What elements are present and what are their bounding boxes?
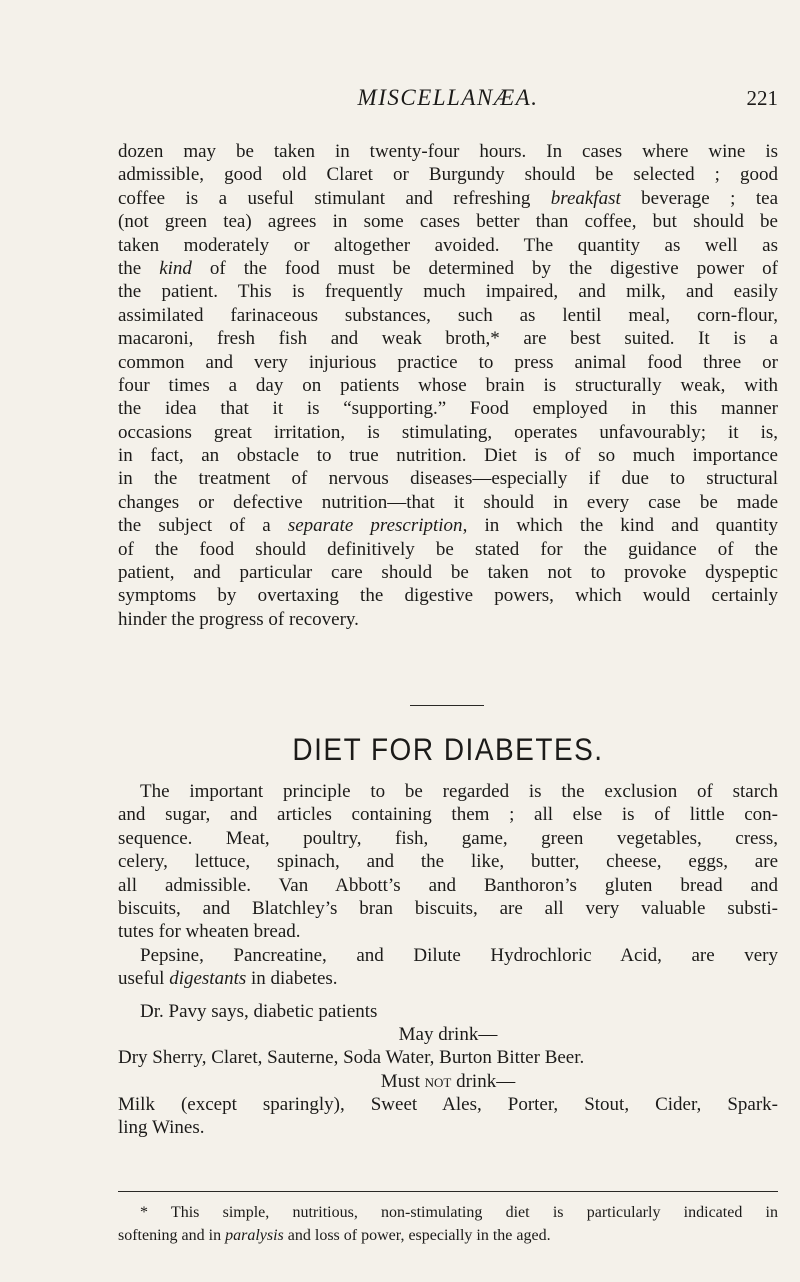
text-line: occasions great irritation, is stimulating, operates unfavourably; it is, (118, 421, 778, 443)
text-line: Dr. Pavy says, diabetic patients (140, 1000, 378, 1022)
text-fragment: beverage ; tea (620, 187, 778, 209)
footnote (118, 1203, 778, 1250)
text-line (118, 514, 778, 537)
section-divider (410, 705, 484, 706)
emphasis-breakfast: breakfast (550, 187, 621, 209)
text-line: the idea that it is “supporting.” Food employed in this manner (118, 398, 778, 420)
text-line (118, 1070, 778, 1093)
footnote-line (118, 1226, 778, 1249)
diabetes-section-body (118, 780, 778, 1140)
text-line: sequence. Meat, poultry, fish, game, green vegetables, cress, (118, 827, 778, 849)
text-line: admissible, good old Claret or Burgundy should be selected ; good (118, 164, 778, 186)
emphasis-separate-prescription: separate prescription (287, 515, 463, 537)
text-fragment: drink— (451, 1070, 516, 1092)
text-line: biscuits, and Blatchley’s bran biscuits, are all very valuable substi- (118, 897, 778, 919)
text-line (118, 967, 778, 990)
text-line: four times a day on patients whose brain is structurally weak, with (118, 374, 778, 396)
text-line: Milk (except sparingly), Sweet Ales, Porter, Stout, Cider, Spark- (118, 1094, 778, 1116)
text-line: macaroni, fresh fish and weak broth,* are best suited. It is a (118, 328, 778, 350)
smallcaps-not: not (424, 1070, 452, 1092)
page-number: 221 (746, 86, 778, 110)
text-line: ling Wines. (118, 1117, 205, 1139)
text-fragment: softening and in (118, 1227, 226, 1245)
text-line: dozen may be taken in twenty-four hours. In cases where wine is (118, 141, 778, 162)
text-line (118, 257, 778, 280)
text-line: tutes for wheaten bread. (118, 921, 301, 943)
text-line: (not green tea) agrees in some cases better than coffee, but should be (118, 211, 778, 233)
text-line: patient, and particular care should be taken not to provoke dyspeptic (118, 562, 778, 584)
text-line: all admissible. Van Abbott’s and Banthoron’s gluten bread and (118, 874, 778, 896)
emphasis-digestants: digestants (169, 968, 247, 990)
running-title: MISCELLANÆA. (357, 85, 539, 110)
text-line: symptoms by overtaxing the digestive powers, which would certainly (118, 585, 778, 607)
text-line (118, 187, 778, 210)
text-line: changes or defective nutrition—that it should in every case be made (118, 491, 778, 513)
text-line: Dry Sherry, Claret, Sauterne, Soda Water, Burton Bitter Beer. (118, 1047, 585, 1069)
text-fragment: of the food must be determined by the digestive power of (191, 257, 778, 279)
text-fragment: Must (380, 1070, 425, 1092)
spacer (118, 991, 778, 1000)
text-line: of the food should definitively be stated for the guidance of the (118, 538, 778, 560)
text-fragment: the subject of a (118, 515, 288, 537)
text-line: Pepsine, Pancreatine, and Dilute Hydrochloric Acid, are very (140, 944, 778, 966)
paragraph-diet-general (118, 140, 778, 631)
text-line: the patient. This is frequently much impaired, and milk, and easily (118, 281, 778, 303)
text-line: and sugar, and articles containing them ; all else is of little con- (118, 804, 778, 826)
footnote-line: * This simple, nutritious, non-stimulating diet is particularly indicated in (140, 1204, 778, 1221)
text-line: common and very injurious practice to press animal food three or (118, 351, 778, 373)
text-line: in the treatment of nervous diseases—especially if due to structural (118, 468, 778, 490)
text-line: The important principle to be regarded is the exclusion of starch (140, 781, 778, 802)
text-fragment: , in which the kind and quantity (462, 515, 778, 537)
text-line: assimilated farinaceous substances, such as lentil meal, corn-flour, (118, 304, 778, 326)
text-fragment: coffee is a useful stimulant and refreshing (118, 187, 551, 209)
text-line: taken moderately or altogether avoided. The quantity as well as (118, 234, 778, 256)
text-line: May drink— (398, 1023, 498, 1045)
text-fragment: useful (118, 968, 170, 990)
text-line: celery, lettuce, spinach, and the like, butter, cheese, eggs, are (118, 851, 778, 873)
text-line: in fact, an obstacle to true nutrition. Diet is of so much importance (118, 445, 778, 467)
text-fragment: in diabetes. (246, 968, 338, 990)
footnote-rule (118, 1191, 778, 1192)
emphasis-paralysis: paralysis (225, 1227, 284, 1245)
text-fragment: the (118, 257, 160, 279)
text-fragment: and loss of power, especially in the aged. (283, 1227, 551, 1245)
section-heading: DIET FOR DIABETES. (292, 732, 604, 767)
running-head (118, 85, 778, 115)
text-line: hinder the progress of recovery. (118, 608, 359, 630)
emphasis-kind: kind (159, 257, 192, 279)
